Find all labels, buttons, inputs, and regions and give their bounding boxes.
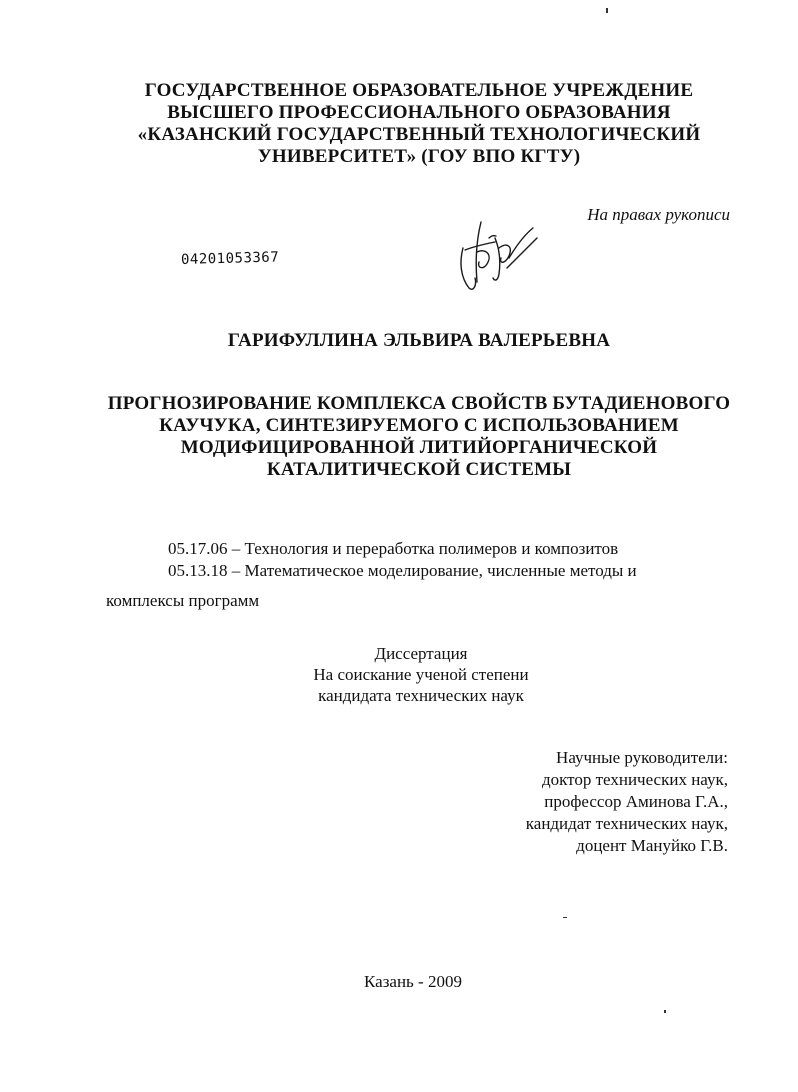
advisors-block — [526, 747, 728, 857]
rights-note: На правах рукописи — [587, 205, 730, 224]
advisors-line: профессор Аминова Г.А., — [544, 792, 728, 811]
advisors-line: доктор технических наук, — [541, 770, 728, 789]
specialty-line: 05.17.06 – Технология и переработка полимеров и композитов — [168, 539, 619, 558]
signature-image — [455, 208, 545, 298]
institution-line: ВЫСШЕГО ПРОФЕССИОНАЛЬНОГО ОБРАЗОВАНИЯ — [167, 102, 671, 123]
scan-speck — [664, 1010, 666, 1013]
institution-header — [20, 80, 798, 168]
dissertation-info — [22, 643, 798, 706]
author-name: ГАРИФУЛЛИНА ЭЛЬВИРА ВАЛЕРЬЕВНА — [227, 330, 611, 351]
advisors-line: кандидат технических наук, — [525, 814, 728, 833]
city-year: Казань - 2009 — [364, 972, 462, 991]
dissertation-title — [20, 393, 798, 481]
institution-line: «КАЗАНСКИЙ ГОСУДАРСТВЕННЫЙ ТЕХНОЛОГИЧЕСКИЙ — [137, 124, 701, 145]
specialty-line: 05.13.18 – Математическое моделирование, численные методы и — [168, 561, 637, 580]
title-line: МОДИФИЦИРОВАННОЙ ЛИТИЙОРГАНИЧЕСКОЙ — [180, 437, 658, 458]
title-line: КАТАЛИТИЧЕСКОЙ СИСТЕМЫ — [266, 459, 572, 480]
specialty-line: комплексы программ — [106, 591, 260, 610]
advisors-line: Научные руководители: — [556, 748, 728, 767]
scan-speck — [563, 917, 567, 918]
dissertation-type: Диссертация — [374, 644, 468, 663]
dissertation-degree: кандидата технических наук — [318, 686, 524, 705]
title-line: КАУЧУКА, СИНТЕЗИРУЕМОГО С ИСПОЛЬЗОВАНИЕМ — [159, 415, 679, 436]
advisors-line: доцент Мануйко Г.В. — [576, 836, 728, 855]
institution-line: УНИВЕРСИТЕТ» (ГОУ ВПО КГТУ) — [257, 146, 581, 167]
inventory-number: 04201053367 — [180, 249, 280, 268]
scan-speck — [606, 8, 608, 13]
institution-line: ГОСУДАРСТВЕННОЕ ОБРАЗОВАТЕЛЬНОЕ УЧРЕЖДЕНИЕ — [144, 80, 694, 101]
title-line: ПРОГНОЗИРОВАНИЕ КОМПЛЕКСА СВОЙСТВ БУТАДИЕНОВОГО — [107, 393, 731, 414]
dissertation-purpose: На соискание ученой степени — [313, 665, 529, 684]
